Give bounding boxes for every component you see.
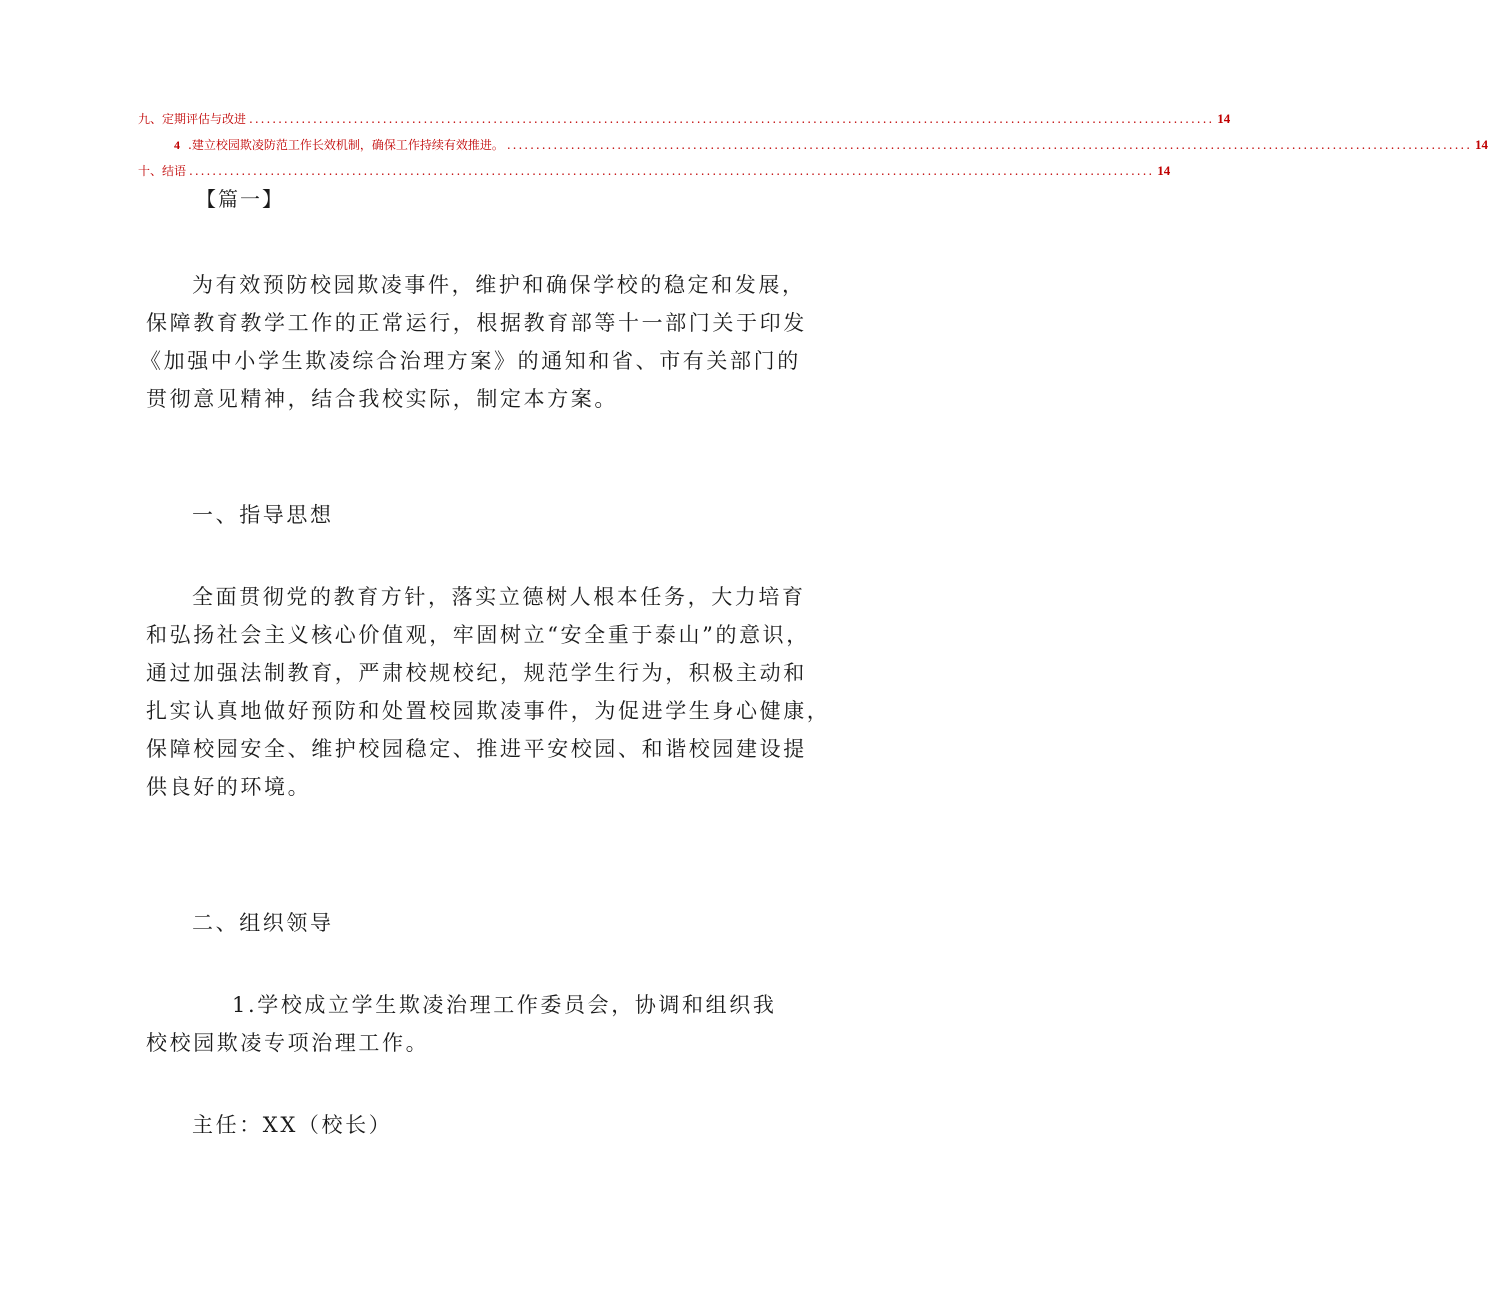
toc-page-number: 14 bbox=[1475, 137, 1488, 152]
toc-page-number: 14 bbox=[1157, 163, 1171, 178]
heading-organization-leadership: 二、组织领导 bbox=[192, 911, 334, 935]
toc-entry-nine[interactable] bbox=[138, 110, 1231, 128]
paragraph-line: 保障教育教学工作的正常运行，根据教育部等十一部门关于印发 bbox=[146, 311, 807, 335]
toc-leader-dots: ...................................................................................................................................................................... bbox=[249, 112, 1215, 126]
paragraph-line: 校校园欺凌专项治理工作。 bbox=[146, 1031, 430, 1055]
toc-leader-dots: ...................................................................................................................................................................... bbox=[189, 164, 1155, 178]
toc-leader-dots: ...................................................................................................................................................................... bbox=[506, 138, 1473, 152]
toc-entry-label: 十、结语 bbox=[138, 164, 187, 178]
heading-guiding-ideology: 一、指导思想 bbox=[192, 503, 334, 527]
guiding-paragraph bbox=[146, 578, 831, 806]
paragraph-line: 扎实认真地做好预防和处置校园欺凌事件，为促进学生身心健康， bbox=[146, 699, 831, 723]
toc-entry-ten[interactable] bbox=[138, 162, 1171, 180]
org-paragraph bbox=[146, 986, 792, 1062]
paragraph-line: 贯彻意见精神，结合我校实际，制定本方案。 bbox=[146, 387, 618, 411]
paragraph-line: 保障校园安全、维护校园稳定、推进平安校园、和谐校园建设提 bbox=[146, 737, 807, 761]
paragraph-line: 和弘扬社会主义核心价值观，牢固树立“安全重于泰山”的意识， bbox=[146, 623, 810, 647]
section-label: 【篇一】 bbox=[196, 187, 284, 211]
paragraph-line: 1.学校成立学生欺凌治理工作委员会，协调和组织我 bbox=[232, 993, 777, 1017]
paragraph-line: 为有效预防校园欺凌事件，维护和确保学校的稳定和发展， bbox=[192, 273, 806, 297]
toc-entry-label: 九、定期评估与改进 bbox=[138, 112, 247, 126]
paragraph-line: 全面贯彻党的教育方针，落实立德树人根本任务，大力培育 bbox=[192, 585, 806, 609]
paragraph-line: 供良好的环境。 bbox=[146, 775, 312, 799]
director-line: 主任：XX（校长） bbox=[192, 1113, 393, 1137]
toc-entry-number: 4 bbox=[174, 138, 180, 152]
toc-page-number: 14 bbox=[1217, 111, 1231, 126]
toc-entry-sub-4[interactable] bbox=[138, 136, 1488, 154]
paragraph-line: 通过加强法制教育，严肃校规校纪，规范学生行为，积极主动和 bbox=[146, 661, 807, 685]
paragraph-line: 《加强中小学生欺凌综合治理方案》的通知和省、市有关部门的 bbox=[140, 349, 801, 373]
toc-entry-label: .建立校园欺凌防范工作长效机制，确保工作持续有效推进。 bbox=[188, 138, 504, 152]
intro-paragraph bbox=[140, 266, 807, 418]
